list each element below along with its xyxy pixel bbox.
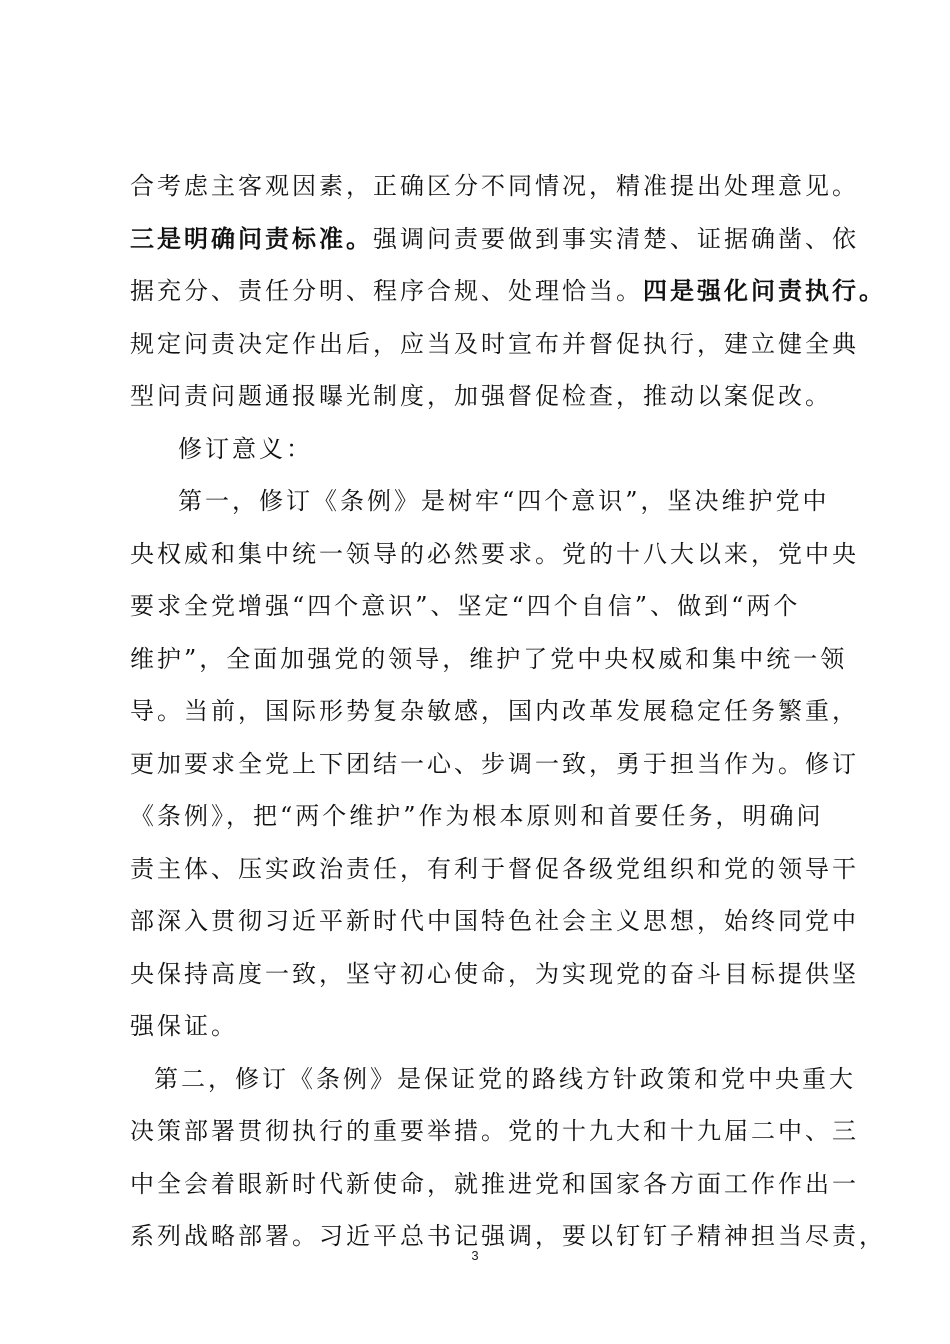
- text-line: 更加要求全党上下团结一心、步调一致，勇于担当作为。修订: [130, 749, 859, 778]
- text-line: 型问责问题通报曝光制度，加强督促检查，推动以案促改。: [130, 382, 832, 410]
- text-line: 决策部署贯彻执行的重要举措。党的十九大和十九届二中、三: [130, 1117, 859, 1145]
- text-line: [130, 265, 886, 318]
- bold-phrase: 三是明确问责标准。: [130, 223, 373, 253]
- page-number: 3: [471, 1248, 479, 1263]
- text-line: 要求全党增强“四个意识”、坚定“四个自信”、做到“两个: [130, 592, 801, 620]
- text-line: 央权威和集中统一领导的必然要求。党的十八大以来，党中央: [130, 539, 859, 568]
- section-heading: 修订意义：: [178, 434, 313, 463]
- text-line: [130, 213, 859, 266]
- text-line: 合考虑主客观因素，正确区分不同情况，精准提出处理意见。: [130, 172, 859, 200]
- text-line: 规定问责决定作出后，应当及时宣布并督促执行，建立健全典: [130, 329, 859, 358]
- text-line: 央保持高度一致，坚守初心使命，为实现党的奋斗目标提供坚: [130, 959, 859, 988]
- text-line: 导。当前，国际形势复杂敏感，国内改革发展稳定任务繁重，: [130, 697, 859, 725]
- text-line: 第二，修订《条例》是保证党的路线方针政策和党中央重大: [154, 1064, 856, 1093]
- text-line: 系列战略部署。习近平总书记强调，要以钉钉子精神担当尽责，: [130, 1222, 886, 1250]
- text-line: 责主体、压实政治责任，有利于督促各级党组织和党的领导干: [130, 854, 859, 883]
- body-text: [130, 160, 886, 1263]
- text-line: 维护”，全面加强党的领导，维护了党中央权威和集中统一领: [130, 644, 848, 673]
- text-span: 据充分、责任分明、程序合规、处理恰当。: [130, 277, 643, 305]
- text-line: 《条例》，把“两个维护”作为根本原则和首要任务，明确问: [130, 802, 824, 830]
- bold-phrase: 四是强化问责执行。: [643, 276, 886, 305]
- text-line: 第一，修订《条例》是树牢“四个意识”，坚决维护党中: [178, 487, 830, 515]
- text-line: 强保证。: [130, 1012, 238, 1040]
- text-span: 强调问责要做到事实清楚、证据确凿、依: [373, 224, 859, 253]
- text-line: 部深入贯彻习近平新时代中国特色社会主义思想，始终同党中: [130, 907, 859, 935]
- text-line: 中全会着眼新时代新使命，就推进党和国家各方面工作作出一: [130, 1169, 859, 1198]
